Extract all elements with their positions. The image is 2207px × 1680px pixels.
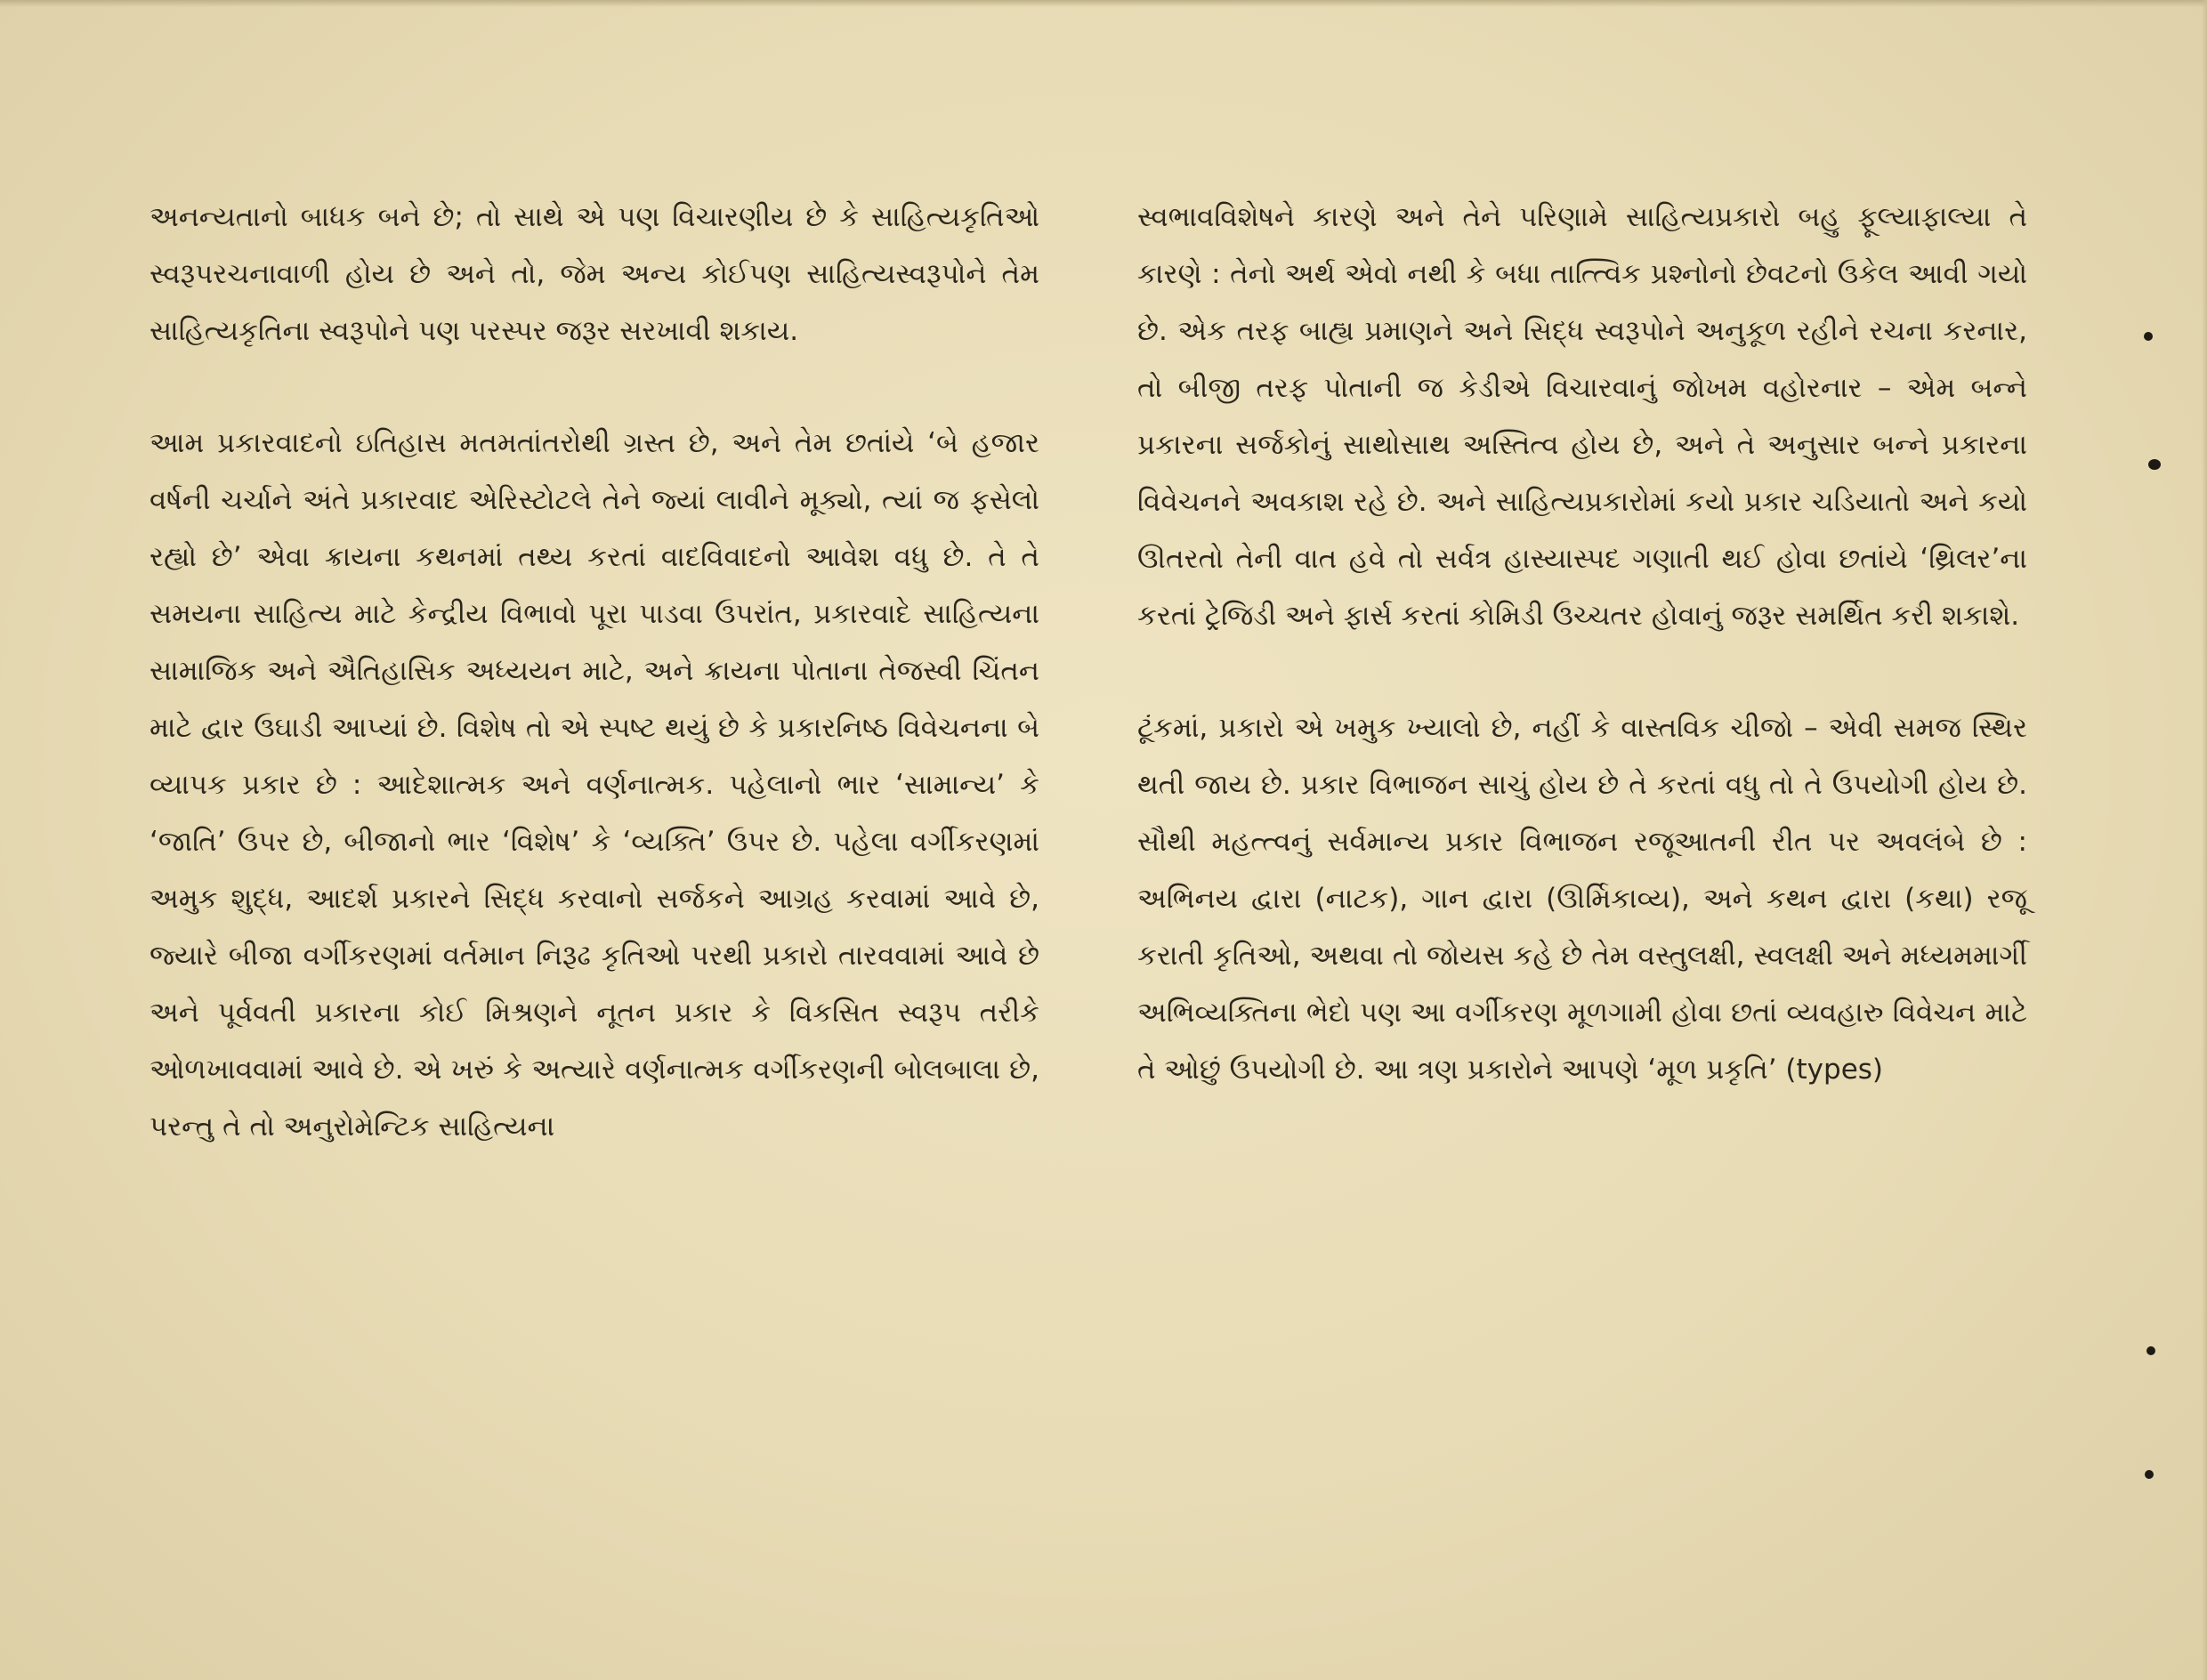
margin-dot-mark <box>2148 459 2161 470</box>
margin-dot-mark <box>2144 332 2153 341</box>
right-paragraph-1: સ્વભાવવિશેષને કારણે અને તેને પરિણામે સાહિત્યપ્રકારો બહુ ફૂલ્યાફાલ્યા તે કારણે : તેનો અર્થ એવો નથી કે બધા તાત્ત્વિક પ્રશ્નોનો છેવટનો ઉકેલ આવી ગયો છે. એક તરફ બાહ્ય પ્રમાણને અને સિદ્ધ સ્વરૂપોને અનુકૂળ રહીને રચના કરનાર, તો બીજી તરફ પોતાની જ કેડીએ વિચારવાનું જોખમ વહોરનાર – એમ બન્ને પ્રકારના સર્જકોનું સાથોસાથ અસ્તિત્વ હોય છે, અને તે અનુસાર બન્ને પ્રકારના વિવેચનને અવકાશ રહે છે. અને સાહિત્યપ્રકારોમાં કયો પ્રકાર ચડિયાતો અને કયો ઊતરતો તેની વાત હવે તો સર્વત્ર હાસ્યાસ્પદ ગણાતી થઈ હોવા છતાંયે ‘થ્રિલર’ના કરતાં ટ્રેજિડી અને ફાર્સ કરતાં કોમિડી ઉચ્ચતર હોવાનું જરૂર સમર્થિત કરી શકાશે. <box>1137 201 2027 632</box>
left-text-column <box>150 189 1039 1155</box>
margin-dot-mark <box>2146 1346 2155 1355</box>
page-right-edge <box>2202 0 2207 1680</box>
left-paragraph-1: અનન્યતાનો બાધક બને છે; તો સાથે એ પણ વિચારણીય છે કે સાહિત્યકૃતિઓ સ્વરૂપરચનાવાળી હોય છે અને તો, જેમ અન્ય કોઈપણ સાહિત્યસ્વરૂપોને તેમ સાહિત્યકૃતિના સ્વરૂપોને પણ પરસ્પર જરૂર સરખાવી શકાય. <box>150 201 1039 347</box>
margin-dot-mark <box>2145 1470 2154 1479</box>
right-text-column <box>1137 189 2027 1098</box>
page-top-edge <box>0 0 2207 7</box>
left-paragraph-2: આમ પ્રકારવાદનો ઇતિહાસ મતમતાંતરોથી ગ્રસ્ત છે, અને તેમ છતાંયે ‘બે હજાર વર્ષની ચર્ચાને અંતે પ્રકારવાદ એરિસ્ટોટલે તેને જ્યાં લાવીને મૂક્યો, ત્યાં જ ફસેલો રહ્યો છે’ એવા ક્રાયના કથનમાં તથ્ય કરતાં વાદવિવાદનો આવેશ વધુ છે. તે તે સમયના સાહિત્ય માટે કેન્દ્રીય વિભાવો પૂરા પાડવા ઉપરાંત, પ્રકારવાદે સાહિત્યના સામાજિક અને ઐતિહાસિક અધ્યયન માટે, અને ક્રાયના પોતાના તેજસ્વી ચિંતન માટે દ્વાર ઉઘાડી આપ્યાં છે. વિશેષ તો એ સ્પષ્ટ થયું છે કે પ્રકારનિષ્ઠ વિવેચનના બે વ્યાપક પ્રકાર છે : આદેશાત્મક અને વર્ણનાત્મક. પહેલાનો ભાર ‘સામાન્ય’ કે ‘જાતિ’ ઉપર છે, બીજાનો ભાર ‘વિશેષ’ કે ‘વ્યક્તિ’ ઉપર છે. પહેલા વર્ગીકરણમાં અમુક શુદ્ધ, આદર્શ પ્રકારને સિદ્ધ કરવાનો સર્જકને આગ્રહ કરવામાં આવે છે, જ્યારે બીજા વર્ગીકરણમાં વર્તમાન નિરૂઢ કૃતિઓ પરથી પ્રકારો તારવવામાં આવે છે અને પૂર્વવતી પ્રકારના કોઈ મિશ્રણને નૂતન પ્રકાર કે વિકસિત સ્વરૂપ તરીકે ઓળખાવવામાં આવે છે. એ ખરું કે અત્યારે વર્ણનાત્મક વર્ગીકરણની બોલબાલા છે, પરન્તુ તે તો અનુરોમેન્ટિક સાહિત્યના <box>150 427 1039 1143</box>
right-paragraph-2: ટૂંકમાં, પ્રકારો એ ખમુક ખ્યાલો છે, નહીં કે વાસ્તવિક ચીજો – એવી સમજ સ્થિર થતી જાય છે. પ્રકાર વિભાજન સાચું હોય છે તે કરતાં વધુ તો તે ઉપયોગી હોય છે. સૌથી મહત્ત્વનું સર્વમાન્ય પ્રકાર વિભાજન રજૂઆતની રીત પર અવલંબે છે : અભિનય દ્વારા (નાટક), ગાન દ્વારા (ઊર્મિકાવ્ય), અને કથન દ્વારા (કથા) રજૂ કરાતી કૃતિઓ, અથવા તો જોયસ કહે છે તેમ વસ્તુલક્ષી, સ્વલક્ષી અને મધ્યમમાર્ગી અભિવ્યક્તિના ભેદો પણ આ વર્ગીકરણ મૂળગામી હોવા છતાં વ્યવહારુ વિવેચન માટે તે ઓછું ઉપયોગી છે. આ ત્રણ પ્રકારોને આપણે ‘મૂળ પ્રકૃતિ’ (types) <box>1137 712 2027 1086</box>
